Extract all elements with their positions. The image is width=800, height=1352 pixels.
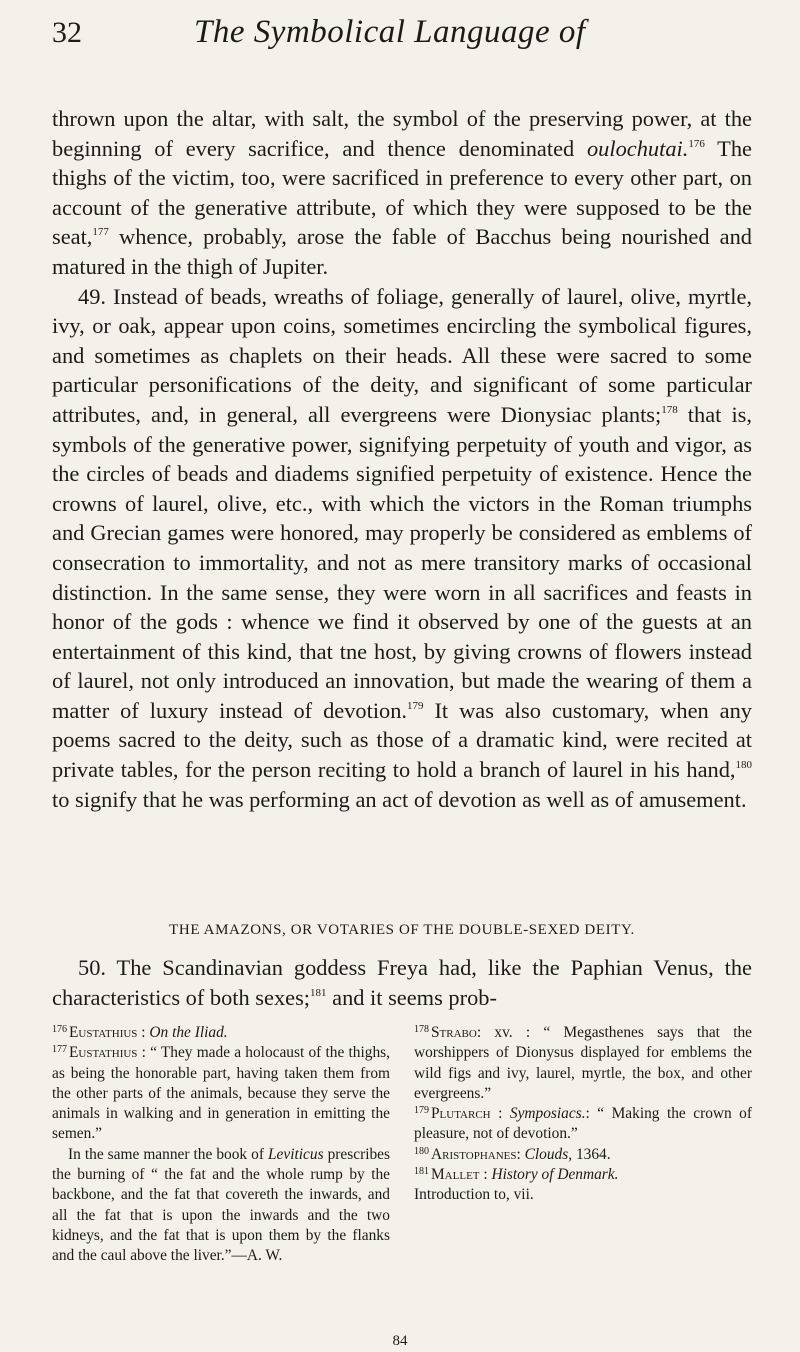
footnote-ref: 176: [688, 137, 705, 150]
page-header: [52, 14, 752, 58]
main-text: [52, 104, 752, 814]
paragraph-50: 50. The Scandinavian goddess Freya had, like the Paphian Venus, the characteristics of both sexes;$^{181}$ and it seems prob-: [52, 955, 752, 1010]
paragraph-continuation: thrown upon the altar, with salt, the symbol of the preserving power, at the beginning of every sacrifice, and thence denominated oulochutai.$^{176}$ The thighs of the victim, too, were sacrificed in preference to every other part, on account of the generative attribute, of which they were supposed to be the seat,$^{177}$ whence, probably, arose the fable of Bacchus being nourished and matured in the thigh of Jupiter.: [52, 106, 752, 279]
footnote-181: $^{181}$ Mallet : History of Denmark. Introduction to, vii.: [414, 1166, 619, 1204]
footnote-179: $^{179}$ Plutarch : Symposiacs.: “ Making the crown of pleasure, not of devotion.”: [414, 1105, 753, 1143]
footnote-176: $^{176}$ Eustathius : On the Iliad.: [52, 1024, 228, 1041]
footnotes-left-column: [52, 1023, 390, 1267]
page-number: 32: [52, 16, 82, 49]
footnote-180: $^{180}$ Aristophanes: Clouds, 1364.: [414, 1145, 611, 1163]
footnote-178: $^{178}$ Strabo: xv. : “ Megasthenes says that the worshippers of Dionysus displayed for emblems the wild figs and ivy, laurel, myrtle, the box, and other evergreens.”: [414, 1024, 752, 1102]
footnote-177-continuation: In the same manner the book of Leviticus prescribes the burning of “ the fat and the whole rump by the backbone, and the fat that covereth the inwards, and all the fat that is upon the inwards and the two kidneys, and the fat that is upon them by the flanks and the caul above the liver.”—A. W.: [52, 1145, 390, 1265]
footnote-ref: 178: [661, 403, 678, 416]
footnote-ref: 181: [310, 986, 327, 999]
footnote-ref: 179: [407, 699, 424, 712]
footnotes: [52, 1023, 752, 1267]
footnote-ref: 180: [735, 759, 752, 772]
running-title: The Symbolical Language of: [194, 14, 586, 50]
footnote-ref: 177: [92, 226, 109, 239]
section-heading: THE AMAZONS, OR VOTARIES OF THE DOUBLE-SEXED DEITY.: [169, 922, 635, 938]
signature-mark: 84: [392, 1333, 408, 1349]
paragraph-49: 49. Instead of beads, wreaths of foliage, generally of laurel, olive, myrtle, ivy, or oak, appear upon coins, sometimes encircling the symbolical figures, and sometimes as chaplets on their heads. All these were sacred to some particular personifications of the deity, and significant of some particular attributes, and, in general, all evergreens were Dionysiac plants;$^{178}$ that is, symbols of the generative power, signifying perpetuity of youth and vigor, as the circles of beads and diadems signified perpetuity of existence. Hence the crowns of laurel, olive, etc., with which the victors in the Roman triumphs and Grecian games were honored, may properly be considered as emblems of consecration to immortality, and not as mere transitory marks of occasional distinction. In the same sense, they were worn in all sacrifices and feasts in honor of the gods : whence we find it observed by one of the guests at an entertainment of this kind, that tne host, by giving crowns of flowers instead of laurel, not only introduced an innovation, but made the wearing of them a matter of luxury instead of devotion.$^{179}$ It was also customary, when any poems sacred to the deity, such as those of a dramatic kind, were recited at private tables, for the person reciting to hold a branch of laurel in his hand,$^{180}$ to signify that he was performing an act of devotion as well as of amusement.: [52, 283, 752, 812]
footnotes-right-column: [414, 1023, 752, 1267]
footnote-177: $^{177}$ Eustathius : “ They made a holocaust of the thighs, as being the honorable part, having taken them from the other parts of the animals, because they serve the animals in walking and in generation in emitting the semen.”: [52, 1044, 390, 1143]
